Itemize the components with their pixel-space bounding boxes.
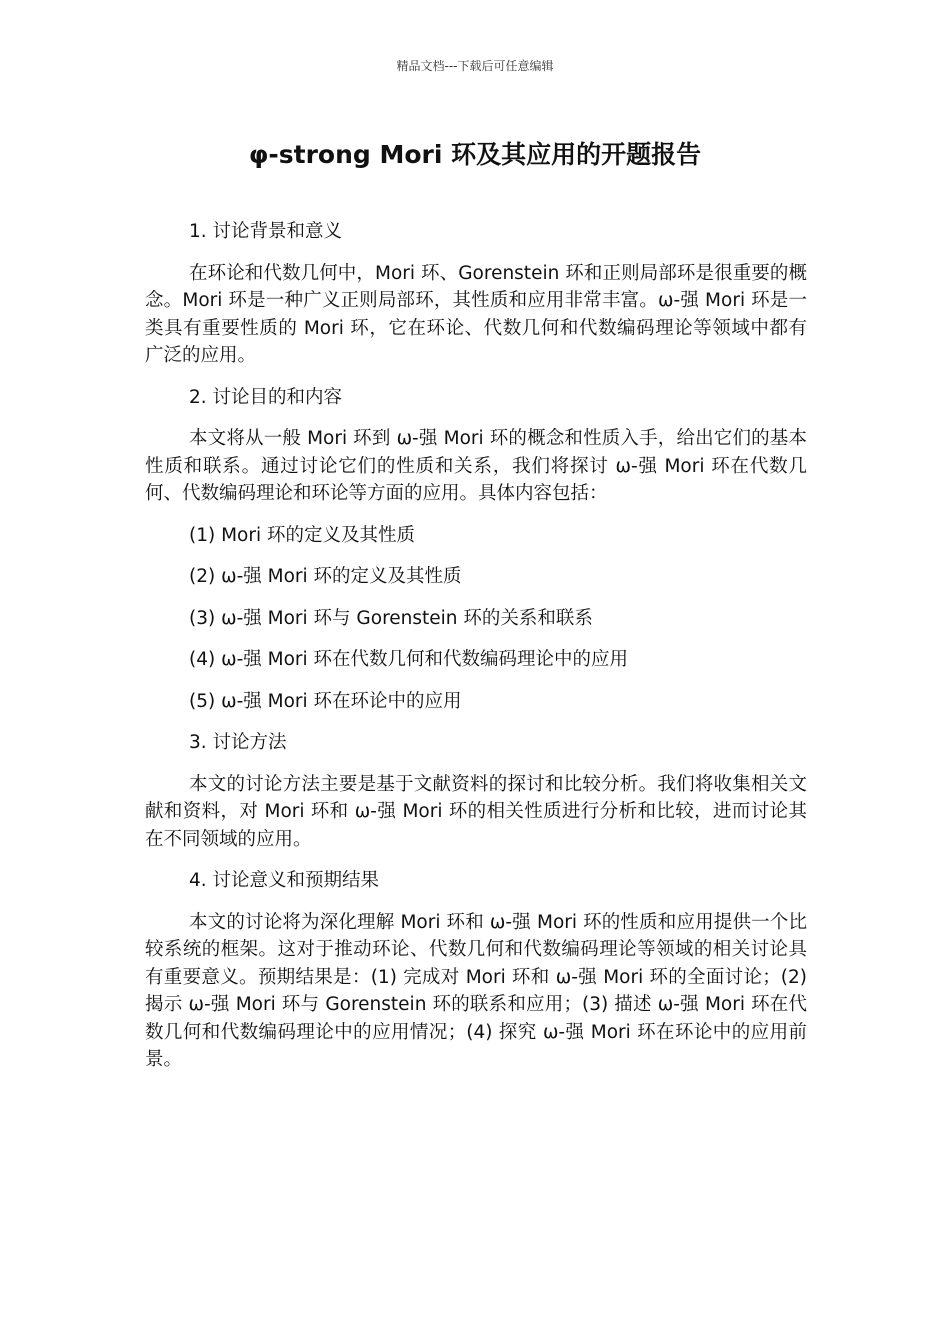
content-item-1: (1) Mori 环的定义及其性质: [189, 524, 415, 546]
purpose-paragraph: 本文将从一般 Mori 环到 ω-强 Mori 环的概念和性质入手，给出它们的基本性质和联系。通过讨论它们的性质和关系，我们将探讨 ω-强 Mori 环在代数几何、代数编码理论和环论等方面的应用。具体内容包括：: [145, 428, 807, 504]
header-note: 精品文档---下载后可任意编辑: [396, 59, 554, 73]
document-body: [145, 218, 807, 1074]
section-heading-background: 1. 讨论背景和意义: [189, 221, 343, 242]
content-item-4: (4) ω-强 Mori 环在代数几何和代数编码理论中的应用: [189, 649, 629, 670]
section-heading-results: 4. 讨论意义和预期结果: [189, 870, 380, 891]
section-heading-method: 3. 讨论方法: [189, 732, 287, 753]
method-paragraph: 本文的讨论方法主要是基于文献资料的探讨和比较分析。我们将收集相关文献和资料，对 Mori 环和 ω-强 Mori 环的相关性质进行分析和比较，进而讨论其在不同领域的应用。: [145, 773, 807, 850]
background-paragraph: 在环论和代数几何中，Mori 环、Gorenstein 环和正则局部环是很重要的概念。Mori 环是一种广义正则局部环，其性质和应用非常丰富。ω-强 Mori 环是一类具有重要性质的 Mori 环，它在环论、代数几何和代数编码理论等领域中都有广泛的应用。: [145, 262, 807, 366]
content-item-5: (5) ω-强 Mori 环在环论中的应用: [189, 690, 462, 712]
content-item-3: (3) ω-强 Mori 环与 Gorenstein 环的关系和联系: [189, 607, 593, 629]
section-heading-purpose: 2. 讨论目的和内容: [189, 386, 343, 408]
results-paragraph: 本文的讨论将为深化理解 Mori 环和 ω-强 Mori 环的性质和应用提供一个比较系统的框架。这对于推动环论、代数几何和代数编码理论等领域的相关讨论具有重要意义。预期结果是：(1) 完成对 Mori 环和 ω-强 Mori 环的全面讨论；(2) 揭示 ω-强 Mori 环与 Gorenstein 环的联系和应用；(3) 描述 ω-强 Mori 环在代数几何和代数编码理论中的应用情况；(4) 探究 ω-强 Mori 环在环论中的应用前景。: [145, 911, 807, 1070]
content-item-2: (2) ω-强 Mori 环的定义及其性质: [189, 566, 462, 587]
document-title: φ-strong Mori 环及其应用的开题报告: [248, 140, 702, 169]
